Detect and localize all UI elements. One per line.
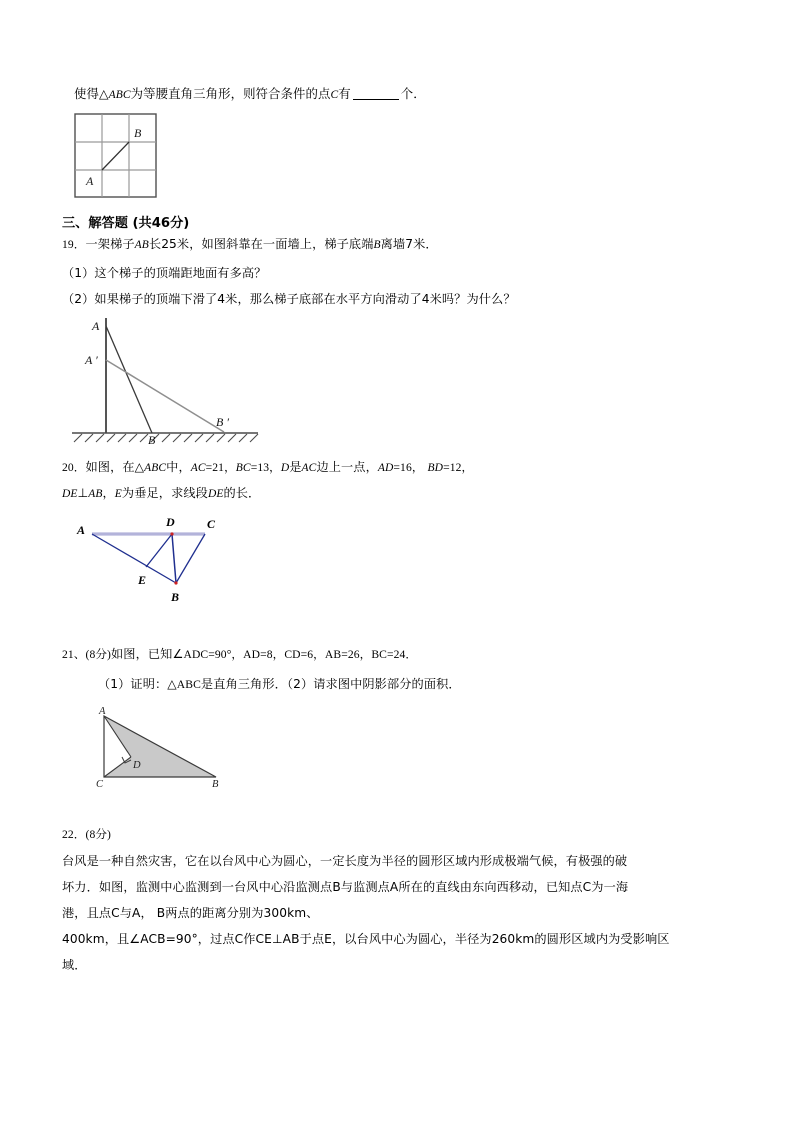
q18-unit: 个． <box>400 86 426 101</box>
ladder-segment-a-prime-b-prime <box>106 360 224 432</box>
q21-sub1-p1: （1）证明：△ <box>98 677 177 691</box>
grid-label-b: B <box>134 126 142 140</box>
q22-score: (8分) <box>85 828 112 841</box>
q21-score: (8分) <box>85 648 112 661</box>
q21-angle-name: ADC <box>183 648 209 661</box>
q20-var-de: DE <box>62 488 78 500</box>
ladder-label-a-prime: A ′ <box>85 353 98 367</box>
q21-bc-value: =24． <box>387 648 418 661</box>
q22-number-line <box>62 828 111 841</box>
q21-sub-1 <box>98 678 461 691</box>
q21-bc: BC <box>371 648 387 661</box>
q19-var-b: B <box>373 239 381 251</box>
q20-p1: 如图，在△ <box>85 460 145 474</box>
vertex-b-dot <box>174 581 177 584</box>
q18-after-point: 有 <box>338 86 351 101</box>
triangle-label-e: E <box>138 573 147 587</box>
q20-l2-p2: 为垂足，求线段 <box>121 486 208 500</box>
shaded-label-a: A <box>99 706 106 717</box>
q18-lead: 使得 <box>74 86 99 101</box>
ladder-segment-ab <box>106 326 152 433</box>
q18-tail-line <box>74 88 426 102</box>
q21-number: 21、 <box>62 648 86 661</box>
q18-mid-text: 为等腰直角三角形，则符合条件的点 <box>130 86 331 101</box>
segment-de <box>146 534 172 567</box>
triangle-label-c: C <box>207 517 216 531</box>
q19-p1: 一架梯子 <box>85 237 135 251</box>
q20-eq-bc: =13， <box>250 461 281 474</box>
q22-body-line-1: 台风是一种自然灾害，它在以台风中心为圆心，一定长度为半径的圆形区域内形成极端气候，有极强的破 <box>62 854 628 868</box>
vertex-d-dot <box>170 532 173 535</box>
q20-perp-symbol: ⊥ <box>77 486 89 500</box>
segment-cb <box>176 534 205 583</box>
q20-l2-p3: 的长． <box>223 486 261 500</box>
q19-p3: 离墙7米． <box>380 237 438 251</box>
shaded-label-b: B <box>212 779 219 790</box>
q20-var-bc: BC <box>235 462 251 474</box>
q19-p2: 长25米，如图斜靠在一面墙上，梯子底端 <box>148 237 374 251</box>
q20-var-de2: DE <box>207 488 224 500</box>
ladder-label-a: A <box>92 319 100 333</box>
triangle-label-b: B <box>171 590 180 604</box>
q20-l2-p1: ， <box>102 486 115 500</box>
triangle-symbol: △ <box>98 86 109 101</box>
q21-ad-value: =8， <box>260 648 285 661</box>
q20-var-abc: ABC <box>144 462 167 474</box>
q20-eq-bd: =12， <box>443 461 474 474</box>
q21-ab: AB <box>324 648 342 661</box>
ground-hatching <box>74 434 258 442</box>
q20-line-2 <box>62 487 260 501</box>
q19-ladder-figure <box>72 316 272 447</box>
q22-number: 22． <box>62 828 86 841</box>
segment-ab <box>92 534 176 583</box>
q19-var-ab: AB <box>134 239 149 251</box>
q21-shaded-triangle-figure <box>88 706 233 790</box>
q18-grid-figure <box>74 113 158 199</box>
q21-ab-value: =26， <box>341 648 372 661</box>
q20-p3: 是 <box>289 460 302 474</box>
q21-p1: 如图，已知∠ <box>111 647 184 661</box>
q21-cd: CD <box>284 648 301 661</box>
q20-triangle-figure <box>66 512 246 604</box>
q20-var-bd: BD <box>427 462 444 474</box>
q20-var-ac: AC <box>190 462 206 474</box>
q21-line-1 <box>62 648 417 661</box>
q21-sub1-abc: ABC <box>176 678 201 691</box>
q21-angle-value: =90°， <box>208 648 244 661</box>
q19-number: 19． <box>62 238 86 251</box>
q21-ad: AD <box>243 648 261 661</box>
q20-eq-ad: =16， <box>393 461 424 474</box>
q20-var-ab: AB <box>88 488 103 500</box>
q20-var-ad: AD <box>377 462 394 474</box>
q22-body-line-4: 400km，且∠ACB=90°，过点C作CE⊥AB于点E，以台风中心为圆心，半径为260km的圆形区域内为受影响区 <box>62 932 670 946</box>
q21-cd-value: =6， <box>300 648 325 661</box>
q19-sub-2: （2）如果梯子的顶端下滑了4米，那么梯子底部在水平方向滑动了4米吗？为什么？ <box>62 292 516 306</box>
triangle-label-d: D <box>166 515 175 529</box>
q20-var-ac2: AC <box>301 462 317 474</box>
grid-label-a: A <box>86 174 94 188</box>
q21-sub1-p2: 是直角三角形．（2）请求图中阴影部分的面积． <box>200 677 461 691</box>
triangle-label-a: A <box>77 523 86 537</box>
q20-line-1 <box>62 461 473 475</box>
shaded-label-d: D <box>133 760 141 771</box>
q18-triangle-name: ABC <box>108 89 131 101</box>
q20-var-d: D <box>280 462 290 474</box>
q18-point-label: C <box>330 89 339 101</box>
ladder-label-b: B <box>148 433 156 447</box>
q20-eq-ac: =21， <box>205 461 236 474</box>
q22-body-line-5: 域． <box>62 958 87 972</box>
section-heading: 三、解答题 (共46分) <box>62 216 190 231</box>
answer-blank[interactable] <box>353 99 399 100</box>
q20-number: 20． <box>62 461 86 474</box>
q20-var-e: E <box>114 488 122 500</box>
q19-line-1 <box>62 238 438 252</box>
q20-p4: 边上一点， <box>316 460 378 474</box>
shaded-label-c: C <box>96 779 104 790</box>
q22-body-line-3: 港，且点C与A， B两点的距离分别为300km、 <box>62 906 319 920</box>
q19-sub-1: （1）这个梯子的顶端距地面有多高？ <box>62 266 267 280</box>
segment-db <box>172 534 176 583</box>
q20-p2: 中， <box>166 460 191 474</box>
q22-body-line-2: 坏力．如图，监测中心监测到一台风中心沿监测点B与监测点A所在的直线由东向西移动，已知点C为一海 <box>62 880 629 894</box>
ladder-label-b-prime: B ′ <box>216 415 229 429</box>
